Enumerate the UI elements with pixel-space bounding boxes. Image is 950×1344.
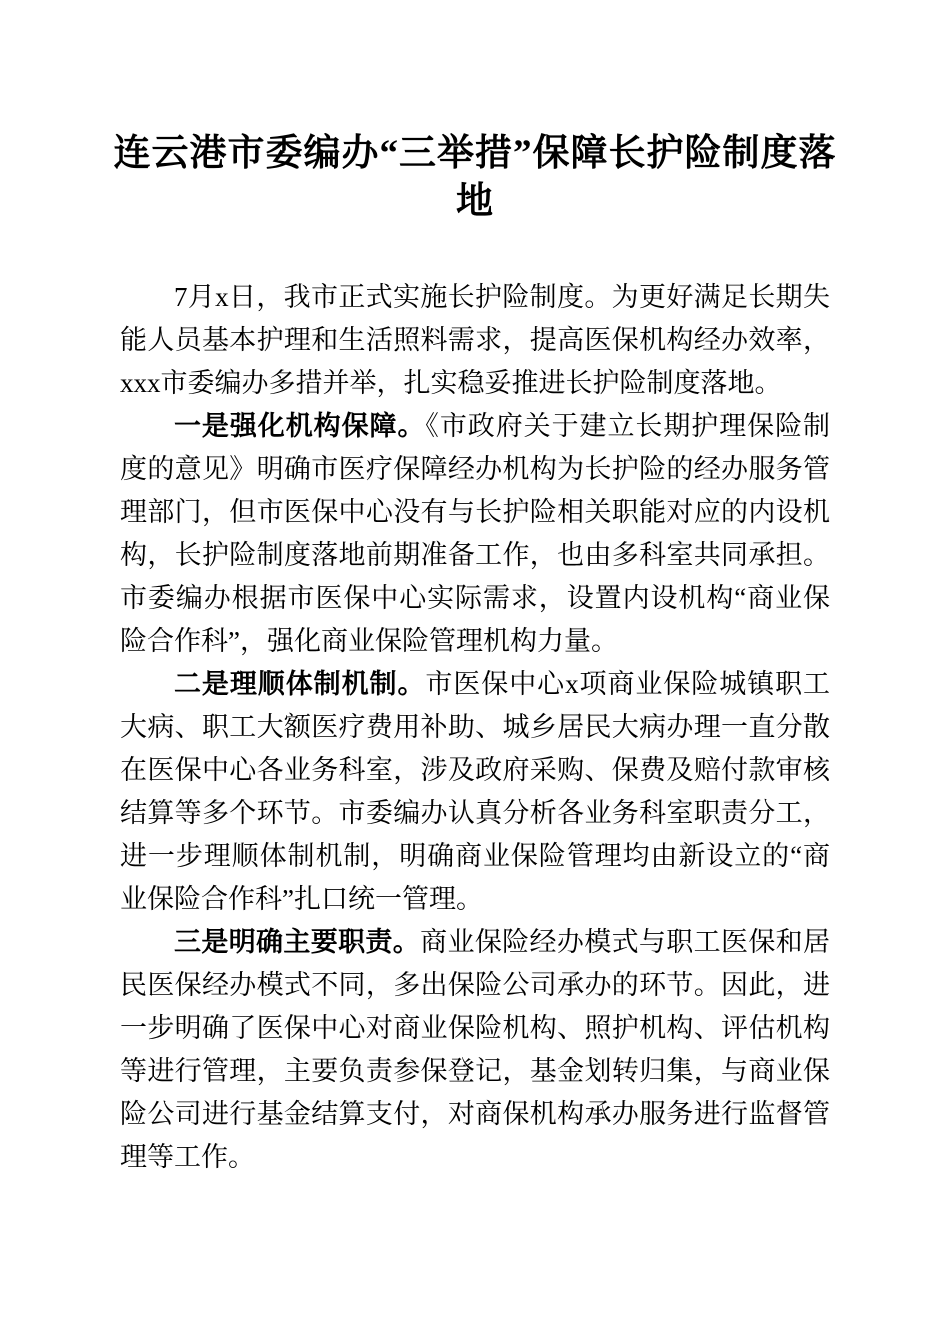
document-body [120,276,830,1179]
paragraph-point-3-lead: 三是明确主要职责。 [174,927,421,957]
paragraph-point-1-text: 《市政府关于建立长期护理保险制度的意见》明确市医疗保障经办机构为长护险的经办服务管理部门，但市医保中心没有与长护险相关职能对应的内设机构，长护险制度落地前期准备工作，也由多科室共同承担。市委编办根据市医保中心实际需求，设置内设机构“商业保险合作科”，强化商业保险管理机构力量。 [120,411,831,656]
paragraph-point-3-text: 商业保险经办模式与职工医保和居民医保经办模式不同，多出保险公司承办的环节。因此，进一步明确了医保中心对商业保险机构、照护机构、评估机构等进行管理，主要负责参保登记，基金划转归集，与商业保险公司进行基金结算支付，对商保机构承办服务进行监督管理等工作。 [120,927,831,1172]
paragraph-point-1-lead: 一是强化机构保障。 [174,411,426,441]
paragraph-intro [120,276,830,405]
paragraph-intro-text: 7月x日，我市正式实施长护险制度。为更好满足长期失能人员基本护理和生活照料需求，提高医保机构经办效率，xxx市委编办多措并举，扎实稳妥推进长护险制度落地。 [120,282,830,398]
paragraph-point-3 [120,921,830,1179]
paragraph-point-2-text: 市医保中心x项商业保险城镇职工大病、职工大额医疗费用补助、城乡居民大病办理一直分散在医保中心各业务科室，涉及政府采购、保费及赔付款审核结算等多个环节。市委编办认真分析各业务科室职责分工，进一步理顺体制机制，明确商业保险管理均由新设立的“商业保险合作科”扎口统一管理。 [120,669,831,914]
paragraph-point-1 [120,405,830,663]
paragraph-point-2 [120,663,830,921]
paragraph-point-2-lead: 二是理顺体制机制。 [174,669,426,699]
document-title: 连云港市委编办“三举措”保障长护险制度落地 [113,133,837,222]
